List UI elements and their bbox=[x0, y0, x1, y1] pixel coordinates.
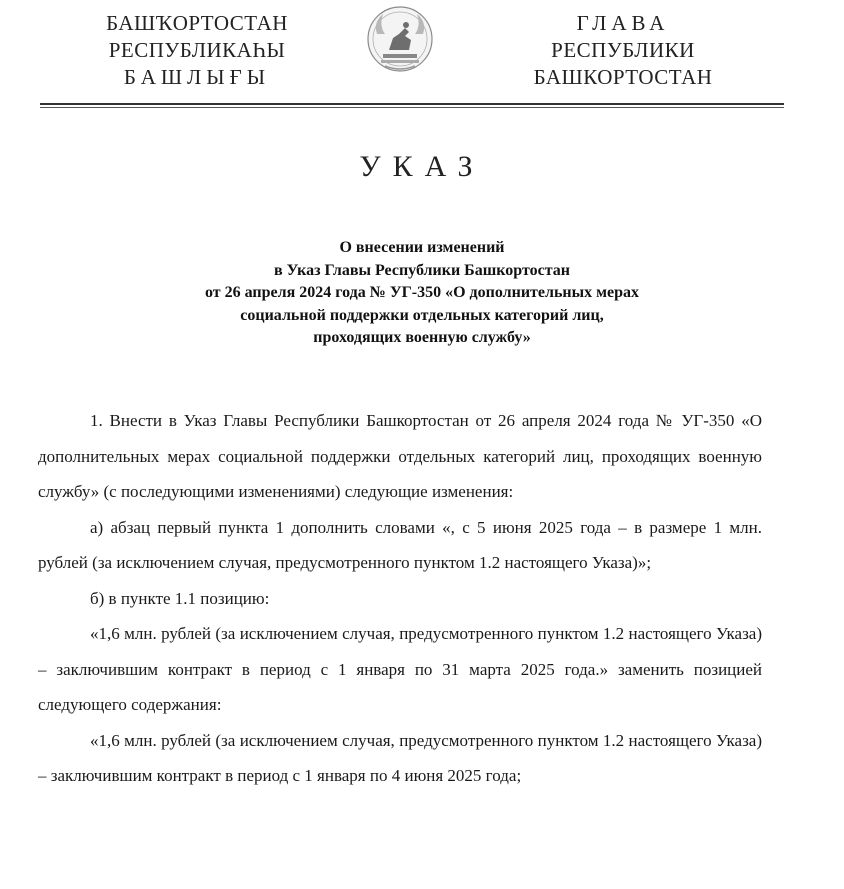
header-left-line: БАШҠОРТОСТАН bbox=[106, 11, 288, 35]
body-paragraph: «1,6 млн. рублей (за исключением случая, предусмотренного пунктом 1.2 настоящего Указа) – заключившим контракт в период с 1 января по 31 марта 2025 года.» заменить позицией следующего содержания: bbox=[38, 624, 762, 714]
header-russian-title bbox=[498, 10, 748, 91]
subject-line: О внесении изменений bbox=[339, 239, 505, 256]
body-paragraph: б) в пункте 1.1 позицию: bbox=[90, 588, 270, 608]
subject-line: от 26 апреля 2024 года № УГ-350 «О дополнительных мерах bbox=[204, 284, 640, 301]
header-bashkir-title bbox=[82, 10, 312, 91]
subject-line: социальной поддержки отдельных категорий лиц, bbox=[240, 306, 604, 324]
header-left-line: РЕСПУБЛИКАҺЫ bbox=[108, 38, 286, 62]
header-right-line: БАШКОРТОСТАН bbox=[533, 65, 713, 89]
body-paragraph: «1,6 млн. рублей (за исключением случая, предусмотренного пунктом 1.2 настоящего Указа) – заключившим контракт в период с 1 января по 4 июня 2025 года; bbox=[38, 730, 762, 785]
document-header bbox=[0, 0, 844, 112]
coat-of-arms-emblem-icon bbox=[365, 4, 435, 76]
header-right-line: ГЛАВА bbox=[576, 11, 670, 35]
header-right-line: РЕСПУБЛИКИ bbox=[551, 38, 695, 62]
decree-body bbox=[38, 403, 762, 794]
header-left-line: БАШЛЫҒЫ bbox=[123, 65, 271, 89]
subject-line: в Указ Главы Республики Башкортостан bbox=[274, 261, 570, 279]
body-paragraph: а) абзац первый пункта 1 дополнить словами «, с 5 июня 2025 года – в размере 1 млн. рублей (за исключением случая, предусмотренного пунктом 1.2 настоящего Указа)»; bbox=[38, 517, 762, 572]
subject-line: проходящих военную службу» bbox=[313, 329, 531, 346]
header-divider bbox=[40, 103, 784, 108]
body-paragraph: 1. Внести в Указ Главы Республики Башкортостан от 26 апреля 2024 года № УГ-350 «О дополнительных мерах социальной поддержки отдельных категорий лиц, проходящих военную службу» (с последующими изменениями) следующие изменения: bbox=[38, 411, 762, 501]
document-title: УКАЗ bbox=[359, 150, 485, 183]
decree-subject bbox=[80, 237, 764, 350]
